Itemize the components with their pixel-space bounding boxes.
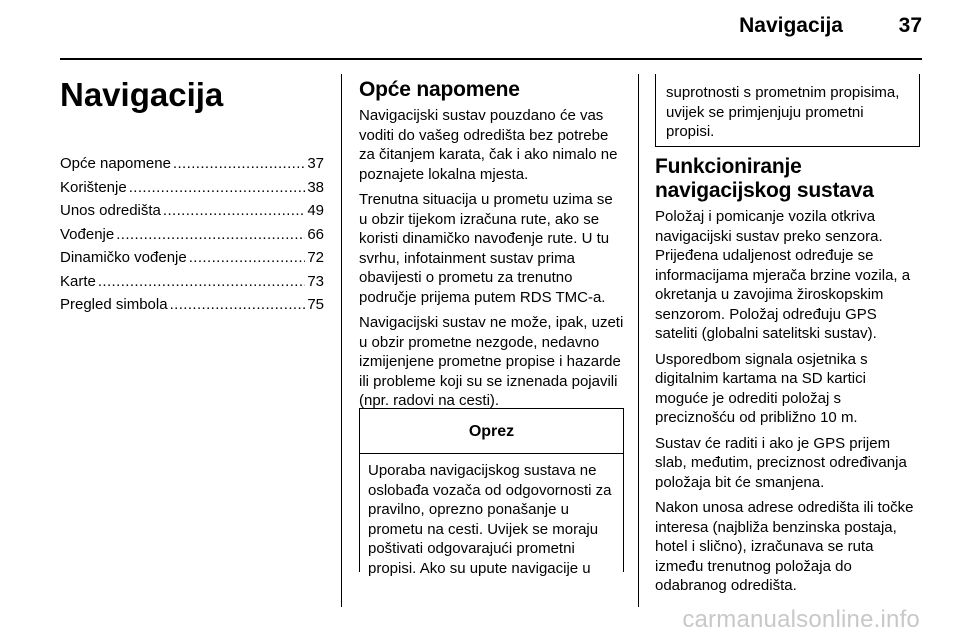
page-number: 37: [898, 14, 922, 37]
toc-item[interactable]: [60, 199, 324, 223]
paragraph: Nakon unosa adrese odredišta ili točke interesa (najbliža benzinska postaja, hotel i slično), izračunava se ruta između trenutnog položaja do odabranog odredišta.: [655, 499, 914, 594]
toc-leader: [173, 152, 305, 176]
toc-item[interactable]: [60, 246, 324, 270]
toc-leader: [129, 176, 306, 200]
header-rule: [60, 58, 922, 60]
toc-item[interactable]: [60, 176, 324, 200]
header-title: Navigacija: [739, 14, 843, 37]
toc-item-label: Unos odredišta: [60, 202, 161, 219]
toc-item-page: 75: [307, 296, 324, 313]
toc-item-label: Korištenje: [60, 178, 127, 196]
toc-item-page: 72: [307, 249, 324, 266]
toc-item[interactable]: [60, 223, 324, 247]
watermark: carmanualsonline.info: [682, 606, 920, 633]
caution-box: [359, 408, 624, 577]
toc-item-label: Opće napomene: [60, 155, 171, 172]
paragraph: Usporedbom signala osjetnika s digitalnim kartama na SD kartici moguće je odrediti položaj s preciznošću od približno 10 m.: [655, 350, 868, 426]
toc-item-page: 73: [307, 272, 324, 290]
chapter-contents: [60, 76, 324, 317]
paragraph: Položaj i pomicanje vozila otkriva navigacijski sustav preko senzora. Prijeđena udaljenost određuje se informacijama mjerača brzine vozila, a okretanja u zavojima žiroskopskim senzorom. Položaj određuju GPS sateliti (globalni satelitski sustav).: [655, 208, 911, 342]
section-title: Opće napomene: [359, 78, 520, 101]
toc-item-page: 37: [307, 155, 324, 172]
paragraph: Navigacijski sustav ne može, ipak, uzeti u obzir prometne nezgode, nedavno izmijenjene prometne propise i hazarde ili probleme koji su se iznenada pojavili (npr. radovi na cesti).: [359, 314, 624, 409]
caution-text-continued: suprotnosti s prometnim propisima, uvijek se primjenjuju prometni propisi.: [666, 84, 900, 140]
caution-text: Uporaba navigacijskog sustava ne oslobađa vozača od odgovornosti za pravilno, oprezno ponašanje u prometu na cesti. Uvijek se moraju poštivati odgovarajući prometni propisi. Ako su upute navigacije u: [368, 462, 612, 577]
caution-title: Oprez: [360, 409, 623, 454]
toc-leader: [163, 199, 305, 223]
toc-item-label: Pregled simbola: [60, 296, 168, 313]
toc-leader: [189, 246, 306, 270]
toc-item-page: 66: [307, 225, 324, 243]
toc-leader: [116, 223, 305, 247]
toc-item[interactable]: [60, 293, 324, 317]
column-divider-2: [638, 74, 639, 607]
toc-item[interactable]: [60, 152, 324, 176]
toc-item-page: 38: [307, 178, 324, 196]
toc-item[interactable]: [60, 270, 324, 294]
paragraph: Trenutna situacija u prometu uzima se u obzir tijekom izračuna rute, ako se koristi dinamičko navođenje rute. U tu svrhu, infotainment sustav prima obavijesti o prometu za trenutno područje prijema putem RDS TMC-a.: [359, 191, 613, 306]
toc-item-page: 49: [307, 202, 324, 219]
general-section: [359, 78, 624, 417]
caution-box-continued: [655, 74, 920, 147]
function-section: [655, 155, 922, 602]
toc-leader: [170, 293, 306, 317]
toc-item-label: Dinamičko vođenje: [60, 249, 187, 266]
column-divider-1: [341, 74, 342, 607]
toc-item-label: Vođenje: [60, 225, 115, 243]
toc-leader: [98, 270, 305, 294]
toc-item-label: Karte: [60, 272, 96, 290]
toc-list: [60, 152, 324, 317]
paragraph: Navigacijski sustav pouzdano će vas voditi do vašeg odredišta bez potrebe za čitanjem karata, čak i ako nimalo ne poznajete lokalna mjesta.: [359, 107, 618, 183]
section-title: Funkcioniranje navigacijskog sustava: [655, 155, 874, 202]
chapter-title: Navigacija: [60, 76, 224, 113]
paragraph: Sustav će raditi i ako je GPS prijem slab, međutim, preciznost određivanja položaja bit će smanjena.: [655, 434, 907, 491]
